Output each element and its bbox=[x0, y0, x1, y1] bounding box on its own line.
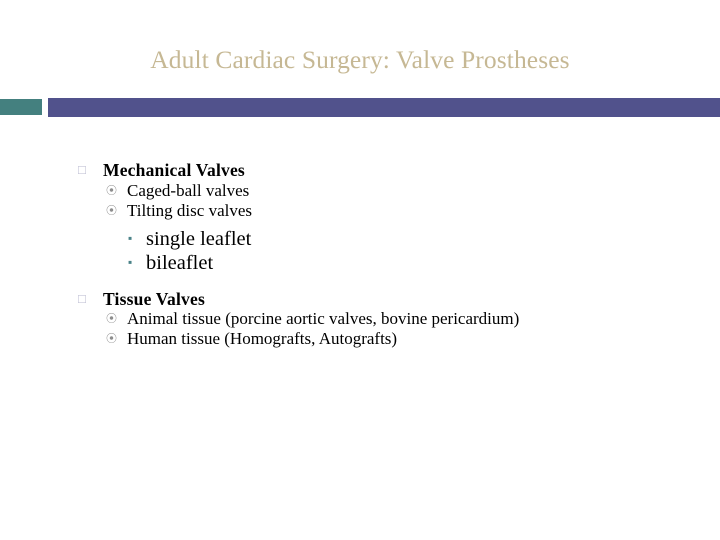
bullet-level2-label: Tilting disc valves bbox=[127, 200, 252, 220]
square-bullet-icon: □ bbox=[78, 162, 86, 177]
bullet-level3-label: bileaflet bbox=[146, 252, 214, 274]
bullet-level2-label: Animal tissue (porcine aortic valves, bovine pericardium) bbox=[127, 309, 520, 328]
slide-body bbox=[0, 162, 720, 350]
bullet-level1 bbox=[0, 162, 720, 180]
bullet-level2 bbox=[0, 202, 720, 219]
bullet-level3 bbox=[0, 229, 720, 250]
page-title: Adult Cardiac Surgery: Valve Prostheses bbox=[150, 44, 570, 74]
title-divider-bar bbox=[0, 98, 720, 117]
divider-accent-block bbox=[0, 99, 42, 115]
filled-square-bullet-icon: ▪ bbox=[128, 255, 133, 269]
bullet-level3-group bbox=[0, 229, 720, 274]
bullet-level2 bbox=[0, 330, 720, 347]
divider-main-bar bbox=[48, 98, 720, 117]
bullet-level2 bbox=[0, 310, 720, 327]
circle-dot-bullet-icon: ⦿ bbox=[106, 204, 117, 217]
bullet-level1-label: Mechanical Valves bbox=[103, 160, 245, 180]
square-bullet-icon: □ bbox=[78, 290, 86, 306]
bullet-level2-label: Human tissue (Homografts, Autografts) bbox=[127, 329, 398, 348]
circle-dot-bullet-icon: ⦿ bbox=[106, 184, 117, 197]
circle-dot-bullet-icon: ⦿ bbox=[106, 333, 117, 345]
filled-square-bullet-icon: ▪ bbox=[128, 230, 133, 245]
bullet-level3-label: single leaflet bbox=[146, 227, 252, 250]
bullet-level2-label: Caged-ball valves bbox=[127, 180, 250, 200]
bullet-level2 bbox=[0, 182, 720, 199]
circle-dot-bullet-icon: ⦿ bbox=[106, 313, 117, 325]
slide-title-area bbox=[0, 38, 720, 82]
bullet-level1-label: Tissue Valves bbox=[103, 288, 205, 309]
bullet-level3 bbox=[0, 253, 720, 274]
bullet-level1 bbox=[0, 288, 720, 309]
